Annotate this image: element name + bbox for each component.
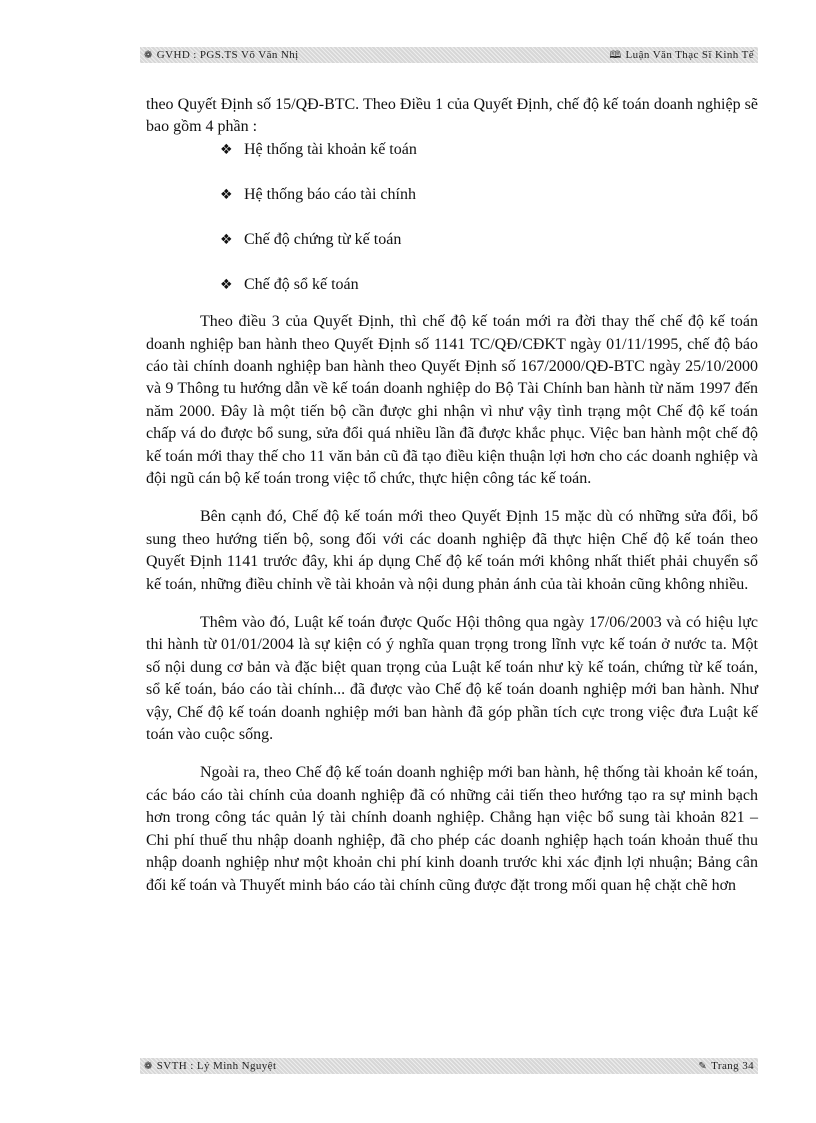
thesis-type-label: Luận Văn Thạc Sĩ Kinh Tế — [625, 49, 754, 61]
paragraph-amendments: Bên cạnh đó, Chế độ kế toán mới theo Quyết Định 15 mặc dù có những sửa đổi, bổ sung theo hướng tiến bộ, song đối với các doanh nghiệp đã thực hiện Chế độ kế toán theo Quyết Định 1141 trước đây, khi áp dụng Chế độ kế toán mới không nhất thiết phải chuyển sổ kế toán, những điều chỉnh về tài khoản và nội dung phản ánh của tài khoản cũng không nhiều. — [146, 508, 758, 593]
gear-flower-icon: ❁ — [144, 50, 153, 61]
student-label: SVTH : Lý Minh Nguyệt — [156, 1060, 277, 1072]
list-item — [220, 184, 758, 206]
list-item-text: Hệ thống báo cáo tài chính — [244, 185, 416, 203]
supervisor-label: GVHD : PGS.TS Võ Văn Nhị — [156, 49, 299, 61]
list-item — [220, 139, 758, 161]
paragraph-transparency: Ngoài ra, theo Chế độ kế toán doanh nghiệp mới ban hành, hệ thống tài khoản kế toán, các báo cáo tài chính của doanh nghiệp đã có những cải tiến theo hướng tạo ra sự minh bạch hơn trong công tác quản lý tài chính doanh nghiệp. Chẳng hạn việc bổ sung tài khoản 821 – Chi phí thuế thu nhập doanh nghiệp, đã cho phép các doanh nghiệp hạch toán khoản thuế thu nhập doanh nghiệp như một khoản chi phí kinh doanh trước khi xác định lợi nhuận; Bảng cân đối kế toán và Thuyết minh báo cáo tài chính cũng được đặt trong mối quan hệ chặt chẽ hơn — [146, 764, 758, 894]
gear-flower-icon: ❁ — [144, 1061, 153, 1072]
diamond-flower-icon: ❖ — [220, 186, 233, 203]
diamond-flower-icon: ❖ — [220, 276, 233, 293]
header-left — [144, 47, 299, 64]
paragraph-accounting-law: Thêm vào đó, Luật kế toán được Quốc Hội thông qua ngày 17/06/2003 và có hiệu lực thi hành từ 01/01/2004 là sự kiện có ý nghĩa quan trọng trong lĩnh vực kế toán ở nước ta. Một số nội dung cơ bản và đặc biệt quan trọng của Luật kế toán như kỳ kế toán, chứng từ kế toán, sổ kế toán, báo cáo tài chính... đã được vào Chế độ kế toán doanh nghiệp mới ban hành. Như vậy, Chế độ kế toán doanh nghiệp mới ban hành đã góp phần tích cực trong việc đưa Luật kế toán vào cuộc sống. — [146, 614, 758, 744]
list-item-text: Chế độ chứng từ kế toán — [244, 230, 402, 248]
header-right — [609, 47, 754, 64]
page-number: Trang 34 — [711, 1060, 754, 1072]
book-icon: 🕮 — [609, 50, 622, 61]
diamond-flower-icon: ❖ — [220, 231, 233, 248]
list-item-text: Hệ thống tài khoản kế toán — [244, 140, 417, 158]
paragraph-new-regime: Theo điều 3 của Quyết Định, thì chế độ kế toán mới ra đời thay thế chế độ kế toán doanh nghiệp ban hành theo Quyết Định số 1141 TC/QĐ/CĐKT ngày 01/11/1995, chế độ báo cáo tài chính doanh nghiệp ban hành theo Quyết Định số 167/2000/QĐ-BTC ngày 25/10/2000 và 9 Thông tu hướng dẫn về kế toán doanh nghiệp do Bộ Tài Chính ban hành từ năm 1997 đến năm 2000. Đây là một tiến bộ cần được ghi nhận vì như vậy tình trạng một Chế độ kế toán chấp vá do được bổ sung, sửa đổi quá nhiều lần đã được khắc phục. Việc ban hành một chế độ kế toán mới thay thế cho 11 văn bản cũ đã tạo điều kiện thuận lợi hơn cho các doanh nghiệp và đội ngũ cán bộ kế toán trong việc tổ chức, thực hiện công tác kế toán. — [146, 313, 758, 487]
footer-left — [144, 1058, 276, 1075]
intro-paragraph: theo Quyết Định số 15/QĐ-BTC. Theo Điều 1 của Quyết Định, chế độ kế toán doanh nghiệp sẽ bao gồm 4 phần : — [146, 96, 758, 136]
page-footer — [140, 1058, 758, 1074]
page-body — [146, 94, 758, 897]
list-item-text: Chế độ sổ kế toán — [244, 275, 359, 293]
list-item — [220, 274, 758, 296]
diamond-flower-icon: ❖ — [220, 141, 233, 158]
footer-right — [698, 1058, 754, 1075]
page-header — [140, 47, 758, 63]
pencil-icon: ✎ — [698, 1061, 708, 1072]
list-item — [220, 229, 758, 251]
bullet-list — [146, 139, 758, 296]
